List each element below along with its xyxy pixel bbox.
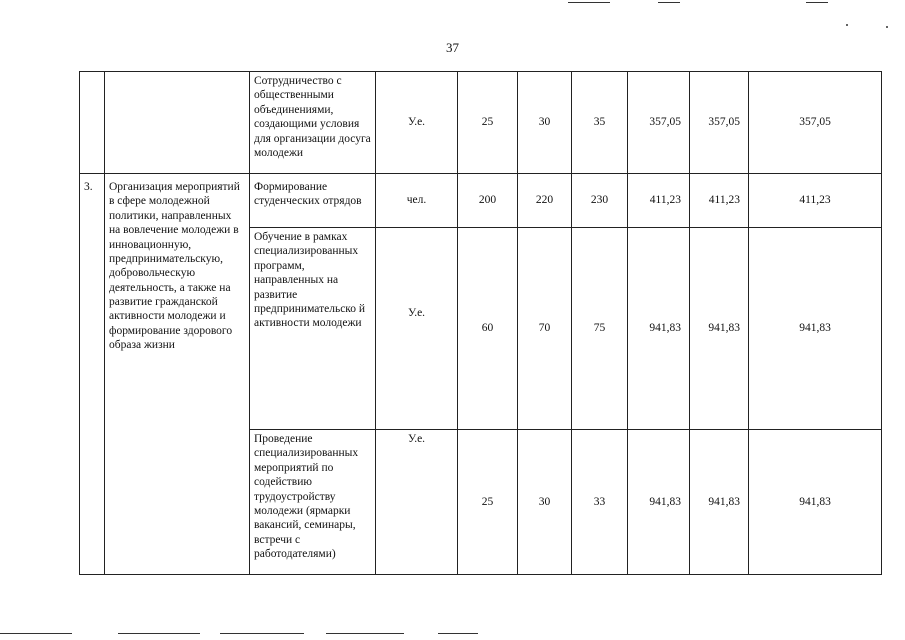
event-cell: Организация мероприятий в сфере молодежной политики, направленных на вовлечение молодежи в инновационную, предпринимательскую, добровольческую деятельность, а также на развитие гражданской активности молодежи и формирование здорового образа жизни [105,174,250,575]
value-cell: 30 [518,72,572,174]
table-row [80,174,882,228]
cost-cell: 411,23 [628,174,690,228]
scan-artifact-line [806,2,828,3]
value-cell: 25 [458,72,518,174]
value-cell: 33 [572,430,628,575]
row-index-cell: 3. [80,174,105,575]
cost-cell: 411,23 [749,174,882,228]
measure-cell: Формирование студенческих отрядов [250,174,376,228]
measure-cell: Сотрудничество с общественными объединениями, создающими условия для организации досуга молодежи [250,72,376,174]
value-cell: 35 [572,72,628,174]
unit-cell: У.е. [376,228,458,430]
cost-cell: 357,05 [628,72,690,174]
value-cell: 70 [518,228,572,430]
cost-cell: 357,05 [690,72,749,174]
scan-artifact-line [0,633,72,634]
scan-artifact-line [118,633,200,634]
cost-cell: 357,05 [749,72,882,174]
table-row [80,72,882,174]
measure-cell: Проведение специализированных мероприятий по содействию трудоустройству молодежи (ярмарки вакансий, семинары, встречи с работодателями) [250,430,376,575]
value-cell: 30 [518,430,572,575]
row-index-cell [80,72,105,174]
scan-artifact-line [438,633,478,634]
measure-cell: Обучение в рамках специализированных программ, направленных на развитие предпринимательско й активности молодежи [250,228,376,430]
cost-cell: 411,23 [690,174,749,228]
unit-cell: чел. [376,174,458,228]
scan-artifact-line [568,2,610,3]
value-cell: 25 [458,430,518,575]
cost-cell: 941,83 [749,228,882,430]
value-cell: 60 [458,228,518,430]
value-cell: 200 [458,174,518,228]
value-cell: 230 [572,174,628,228]
cost-cell: 941,83 [690,430,749,575]
value-cell: 220 [518,174,572,228]
page-number: 37 [446,40,459,55]
event-cell [105,72,250,174]
unit-cell: У.е. [376,430,458,575]
scan-artifact-line [658,2,680,3]
value-cell: 75 [572,228,628,430]
scan-artifact-dot [886,26,888,28]
data-table [79,71,882,575]
scan-artifact-dot [846,24,848,26]
scan-artifact-line [326,633,404,634]
scan-artifact-line [220,633,304,634]
cost-cell: 941,83 [628,228,690,430]
cost-cell: 941,83 [628,430,690,575]
cost-cell: 941,83 [690,228,749,430]
cost-cell: 941,83 [749,430,882,575]
unit-cell: У.е. [376,72,458,174]
